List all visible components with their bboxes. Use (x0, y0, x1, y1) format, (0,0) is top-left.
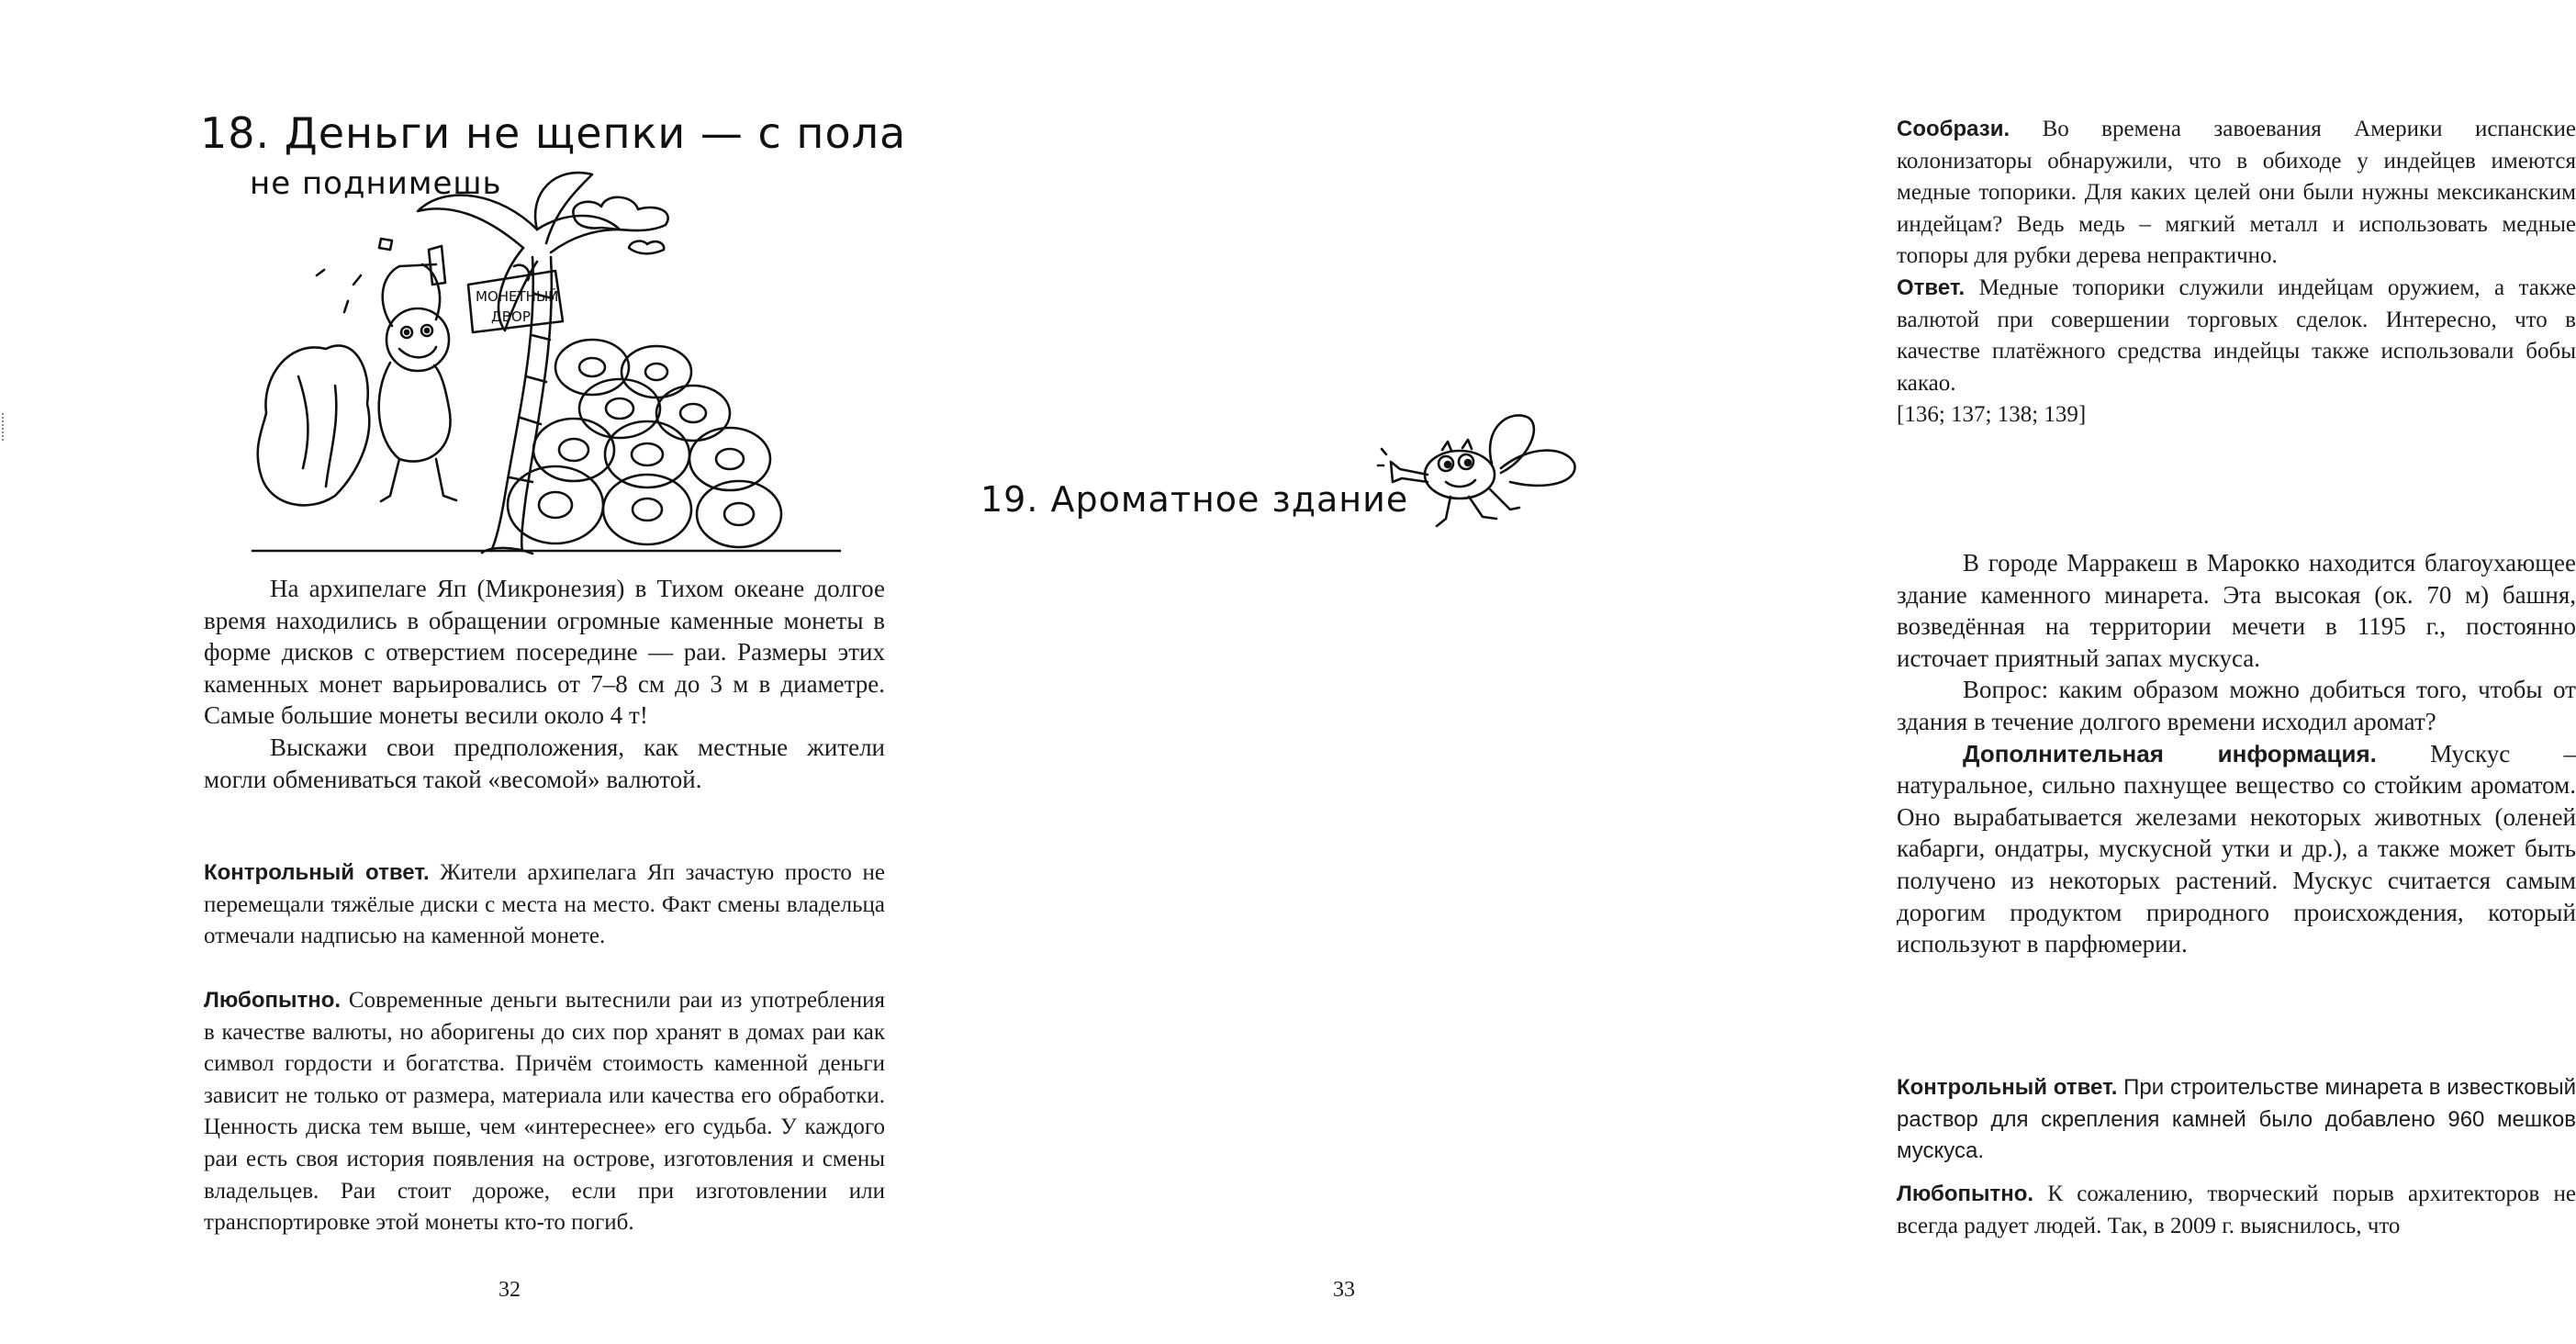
chapter-18-paragraph-2: Выскажи свои предположения, как местные жители могли обмениваться такой «весомой» валютой. (204, 733, 885, 793)
chapter-17-continuation (1897, 114, 2576, 431)
references: [136; 137; 138; 139] (1897, 402, 2087, 428)
chapter-18-body (204, 573, 885, 795)
answer2-label: Контрольный ответ. (1897, 1075, 2118, 1100)
chapter-19-title: 19. Ароматное здание (980, 479, 1409, 520)
right-page (918, 0, 2576, 1344)
answer1-label: Ответ. (1897, 274, 1966, 300)
chapter-18-title-line1: 18. Деньги не щепки — с пола (200, 108, 907, 158)
extra-info-text: Мускус – натуральное, сильно пахнущее вещество со стойким ароматом. Оно вырабатывается железами некоторых животных (оленей кабарги, ондатры, мускусной утки и др.), а также может быть получено из некоторых растений. Мускус считается самым дорогим продуктом природного происхождения, который используют в парфюмерии. (1897, 739, 2576, 958)
chapter-19-paragraph-1: В городе Марракеш в Марокко находится благоухающее здание каменного минарета. Эта высокая (ок. 70 м) башня, возведённая на территории мечети в 1195 г., постоянно источает приятный запах мускуса. (1897, 549, 2576, 672)
extra-info-label: Дополнительная информация. (1963, 739, 2377, 767)
chapter-18-curious (204, 985, 885, 1239)
chapter-18-title-line2: не поднимешь (250, 165, 502, 202)
page-number-right: 33 (1333, 1278, 1355, 1302)
page-number-left: 32 (498, 1278, 521, 1302)
curious-text: Современные деньги вытеснили раи из употребления в качестве валюты, но аборигены до сих пор хранят в домах раи как символ гордости и богатства. Причём стоимость каменной деньги зависит не только от размера, материала или качества его обработки. Ценность диска тем выше, чем «интереснее» его судьба. У каждого раи есть своя история появления на острове, изготовления и смены владельцев. Раи стоит дороже, если при изготовлении или транспортировке этой монеты кто-то погиб. (204, 988, 885, 1236)
curious2-label: Любопытно. (1897, 1182, 2034, 1206)
left-page (0, 0, 918, 1344)
answer-label: Контрольный ответ. (204, 860, 430, 885)
chapter-19-curious (1897, 1179, 2576, 1242)
sign-text-line1: МОНЕТНЫЙ (476, 288, 559, 305)
chapter-18-answer (204, 857, 885, 953)
chapter-19-answer (1897, 1072, 2576, 1168)
fly-illustration (1382, 409, 1611, 537)
chapter-19-body (1897, 547, 2576, 960)
answer1-text: Медные топорики служили индейцам оружием, а также валютой при совершении торговых сделок. Интересно, что в качестве платёжного средства индейцы также использовали бобы какао. (1897, 274, 2576, 396)
monkey-mint-illustration (326, 174, 886, 560)
curious-label: Любопытно. (204, 988, 342, 1013)
think-text: Во времена завоевания Америки испанские колонизаторы обнаружили, что в обиходе у индейцев имеются медные топорики. Для каких целей они были нужны мексиканским индейцам? Ведь медь – мягкий металл и использовать медные топоры для рубки дерева непрактично. (1897, 117, 2576, 269)
margin-dots (2, 413, 7, 441)
sign-text-line2: ДВОР (491, 308, 531, 325)
answer-text: Жители архипелага Яп зачастую просто не перемещали тяжёлые диски с места на место. Факт смены владельца отмечали надписью на каменной монете. (204, 860, 886, 949)
chapter-19-paragraph-2: Вопрос: каким образом можно добиться того, чтобы от здания в течение долгого времени исходил аромат? (1897, 676, 2576, 735)
curious2-text: К сожалению, творческий порыв архитекторов не всегда радует людей. Так, в 2009 г. выяснилось, что (1897, 1182, 2576, 1238)
answer2-text: При строительстве минарета в известковый раствор для скрепления камней было добавлено 960 мешков мускуса. (1897, 1075, 2576, 1164)
think-label: Сообрази. (1897, 117, 2010, 141)
chapter-18-paragraph-1: На архипелаге Яп (Микронезия) в Тихом океане долгое время находились в обращении огромные каменные монеты в форме дисков с отверстием посередине — раи. Размеры этих каменных монет варьировались от 7–8 см до 3 м в диаметре. Самые большие монеты весили около 4 т! (204, 575, 885, 730)
